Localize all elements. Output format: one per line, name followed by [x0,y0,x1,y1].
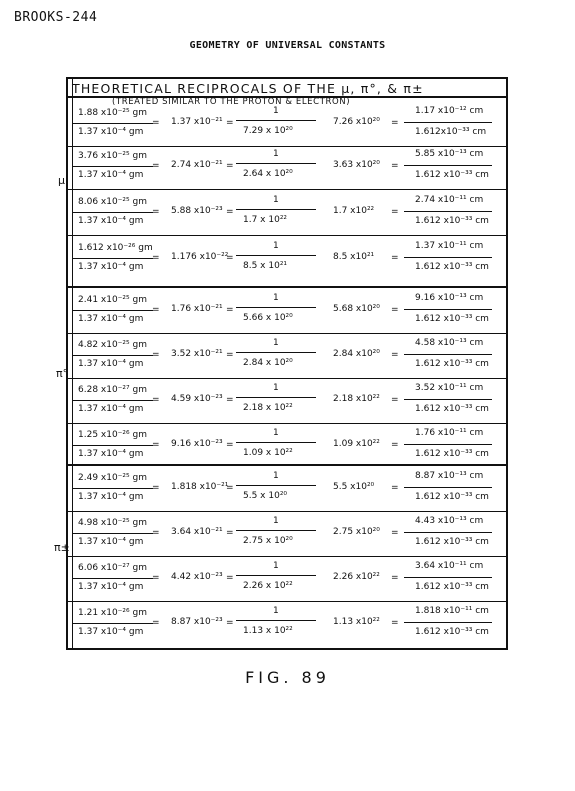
fraction-bar [404,622,492,623]
table-row [68,512,510,558]
table-row [68,145,510,191]
table-row [68,237,510,283]
reciprocal-denominator: 5.5 x 10²⁰ [243,491,288,501]
length-numerator: 4.58 x10⁻¹³ cm [415,338,484,348]
fraction-bar [236,307,316,308]
fraction-bar [236,530,316,531]
length-numerator: 1.17 x10⁻¹² cm [415,106,484,116]
ratio-value: 3.64 x10⁻²¹ [171,527,223,537]
reciprocal-numerator: 1 [273,471,279,481]
table-row [68,379,510,425]
mass-numerator: 2.41 x10⁻²⁵ gm [78,295,147,305]
mass-denominator: 1.37 x10⁻⁴ gm [78,582,144,592]
mass-denominator: 1.37 x10⁻⁴ gm [78,537,144,547]
ratio-value: 5.88 x10⁻²³ [171,206,223,216]
length-numerator: 3.52 x10⁻¹¹ cm [415,383,484,393]
equals-sign: = [391,440,399,450]
reciprocal-value: 1.13 x10²² [333,617,380,627]
table-subtitle: (TREATED SIMILAR TO THE PROTON & ELECTRON) [112,97,351,107]
ratio-value: 1.37 x10⁻²¹ [171,117,223,127]
ratio-value: 1.818 x10⁻²¹ [171,482,229,492]
length-denominator: 1.612 x10⁻³³ cm [415,404,489,414]
fraction-bar [73,578,153,579]
fraction-bar [404,532,492,533]
fraction-bar [236,620,316,621]
ratio-value: 1.176 x10⁻²² [171,252,229,262]
equals-sign: = [152,161,160,171]
reciprocal-denominator: 1.7 x 10²² [243,215,288,225]
reciprocal-numerator: 1 [273,106,279,116]
mass-denominator: 1.37 x10⁻⁴ gm [78,627,144,637]
mass-denominator: 1.37 x10⁻⁴ gm [78,127,144,137]
equals-sign: = [226,350,234,360]
group-symbol-pi-zero: π° [56,367,69,380]
mass-numerator: 4.82 x10⁻²⁵ gm [78,340,147,350]
equals-sign: = [226,118,234,128]
page-header: GEOMETRY OF UNIVERSAL CONSTANTS [189,40,386,51]
reciprocal-numerator: 1 [273,338,279,348]
fraction-bar [73,623,153,624]
ratio-value: 4.42 x10⁻²³ [171,572,223,582]
fraction-bar [73,533,153,534]
mass-denominator: 1.37 x10⁻⁴ gm [78,449,144,459]
ratio-value: 3.52 x10⁻²¹ [171,349,223,359]
reciprocal-value: 1.09 x10²² [333,439,380,449]
ratio-value: 8.87 x10⁻²³ [171,617,223,627]
fraction-bar [404,487,492,488]
reciprocal-denominator: 8.5 x 10²¹ [243,261,288,271]
reciprocal-numerator: 1 [273,149,279,159]
fraction-bar [73,355,153,356]
fraction-bar [404,122,492,123]
table-row [68,557,510,603]
equals-sign: = [391,528,399,538]
fraction-bar [404,399,492,400]
mass-denominator: 1.37 x10⁻⁴ gm [78,404,144,414]
reciprocal-value: 7.26 x10²⁰ [333,117,380,127]
equals-sign: = [152,440,160,450]
reciprocal-numerator: 1 [273,606,279,616]
group-divider [68,286,506,288]
length-denominator: 1.612 x10⁻³³ cm [415,170,489,180]
mass-numerator: 1.21 x10⁻²⁶ gm [78,608,147,618]
mass-numerator: 4.98 x10⁻²⁵ gm [78,518,147,528]
ratio-value: 4.59 x10⁻²³ [171,394,223,404]
equals-sign: = [391,207,399,217]
fraction-bar [73,310,153,311]
mass-numerator: 6.06 x10⁻²⁷ gm [78,563,147,573]
equals-sign: = [226,161,234,171]
length-numerator: 1.76 x10⁻¹¹ cm [415,428,484,438]
reciprocal-numerator: 1 [273,561,279,571]
reciprocal-numerator: 1 [273,195,279,205]
equals-sign: = [391,395,399,405]
fraction-bar [73,445,153,446]
equals-sign: = [226,528,234,538]
fraction-bar [236,163,316,164]
fraction-bar [236,120,316,121]
length-denominator: 1.612x10⁻³³ cm [415,127,487,137]
equals-sign: = [226,305,234,315]
length-numerator: 8.87 x10⁻¹³ cm [415,471,484,481]
table-row [68,467,510,513]
mass-denominator: 1.37 x10⁻⁴ gm [78,314,144,324]
equals-sign: = [152,253,160,263]
table-title: THEORETICAL RECIPROCALS OF THE μ, π°, & π± [72,81,424,96]
mass-denominator: 1.37 x10⁻⁴ gm [78,492,144,502]
equals-sign: = [226,618,234,628]
row-divider [68,189,506,190]
reciprocal-numerator: 1 [273,383,279,393]
fraction-bar [404,165,492,166]
fraction-bar [73,212,153,213]
reciprocal-denominator: 2.64 x 10²⁰ [243,169,293,179]
row-divider [68,235,506,236]
fraction-bar [73,258,153,259]
equals-sign: = [391,618,399,628]
table-row [68,102,510,148]
equals-sign: = [226,395,234,405]
fraction-bar [236,442,316,443]
fraction-bar [404,577,492,578]
length-denominator: 1.612 x10⁻³³ cm [415,449,489,459]
fraction-bar [404,354,492,355]
length-denominator: 1.612 x10⁻³³ cm [415,537,489,547]
length-denominator: 1.612 x10⁻³³ cm [415,216,489,226]
reciprocal-value: 5.68 x10²⁰ [333,304,380,314]
reciprocal-value: 3.63 x10²⁰ [333,160,380,170]
reciprocal-denominator: 2.18 x 10²² [243,403,293,413]
reciprocal-denominator: 5.66 x 10²⁰ [243,313,293,323]
reciprocal-numerator: 1 [273,516,279,526]
length-numerator: 2.74 x10⁻¹¹ cm [415,195,484,205]
fraction-bar [236,397,316,398]
equals-sign: = [152,207,160,217]
figure-label: FIG. 89 [245,668,330,687]
fraction-bar [404,211,492,212]
fraction-bar [236,352,316,353]
fraction-bar [73,488,153,489]
reciprocal-denominator: 1.09 x 10²² [243,448,293,458]
length-denominator: 1.612 x10⁻³³ cm [415,359,489,369]
length-denominator: 1.612 x10⁻³³ cm [415,492,489,502]
reciprocal-value: 2.26 x10²² [333,572,380,582]
equals-sign: = [226,483,234,493]
group-symbol-mu: μ [58,174,65,187]
fraction-bar [404,309,492,310]
fraction-bar [236,255,316,256]
reciprocal-denominator: 2.75 x 10²⁰ [243,536,293,546]
mass-numerator: 3.76 x10⁻²⁵ gm [78,151,147,161]
equals-sign: = [391,305,399,315]
mass-denominator: 1.37 x10⁻⁴ gm [78,359,144,369]
reciprocal-value: 5.5 x10²⁰ [333,482,375,492]
equals-sign: = [226,440,234,450]
reciprocal-value: 8.5 x10²¹ [333,252,375,262]
reciprocal-value: 2.75 x10²⁰ [333,527,380,537]
mass-denominator: 1.37 x10⁻⁴ gm [78,170,144,180]
length-numerator: 4.43 x10⁻¹³ cm [415,516,484,526]
table-row [68,289,510,335]
reciprocal-numerator: 1 [273,428,279,438]
ratio-value: 9.16 x10⁻²³ [171,439,223,449]
length-numerator: 9.16 x10⁻¹³ cm [415,293,484,303]
mass-numerator: 8.06 x10⁻²⁵ gm [78,197,147,207]
fraction-bar [236,485,316,486]
title-divider [68,96,506,98]
mass-denominator: 1.37 x10⁻⁴ gm [78,262,144,272]
mass-numerator: 1.88 x10⁻²⁵ gm [78,108,147,118]
equals-sign: = [152,350,160,360]
reciprocal-numerator: 1 [273,293,279,303]
length-numerator: 1.37 x10⁻¹¹ cm [415,241,484,251]
mass-numerator: 2.49 x10⁻²⁵ gm [78,473,147,483]
fraction-bar [73,400,153,401]
length-numerator: 1.818 x10⁻¹¹ cm [415,606,489,616]
fraction-bar [73,166,153,167]
equals-sign: = [391,118,399,128]
length-denominator: 1.612 x10⁻³³ cm [415,314,489,324]
equals-sign: = [152,395,160,405]
mass-numerator: 1.25 x10⁻²⁶ gm [78,430,147,440]
table-row [68,334,510,380]
fraction-bar [236,575,316,576]
fraction-bar [73,123,153,124]
equals-sign: = [391,573,399,583]
reciprocal-value: 1.7 x10²² [333,206,375,216]
length-numerator: 3.64 x10⁻¹¹ cm [415,561,484,571]
equals-sign: = [226,573,234,583]
ratio-value: 1.76 x10⁻²¹ [171,304,223,314]
reciprocal-value: 2.18 x10²² [333,394,380,404]
equals-sign: = [152,618,160,628]
equals-sign: = [152,483,160,493]
length-denominator: 1.612 x10⁻³³ cm [415,582,489,592]
length-denominator: 1.612 x10⁻³³ cm [415,262,489,272]
mass-numerator: 1.612 x10⁻²⁶ gm [78,243,153,253]
equals-sign: = [152,573,160,583]
reciprocal-denominator: 7.29 x 10²⁰ [243,126,293,136]
ratio-value: 2.74 x10⁻²¹ [171,160,223,170]
reciprocal-denominator: 1.13 x 10²² [243,626,293,636]
equals-sign: = [391,161,399,171]
fraction-bar [404,257,492,258]
equals-sign: = [391,350,399,360]
reciprocal-denominator: 2.26 x 10²² [243,581,293,591]
equals-sign: = [152,305,160,315]
fraction-bar [236,209,316,210]
document-id-label: BROOKS-244 [14,10,98,25]
length-denominator: 1.612 x10⁻³³ cm [415,627,489,637]
mass-denominator: 1.37 x10⁻⁴ gm [78,216,144,226]
table-row [68,602,510,648]
length-numerator: 5.85 x10⁻¹³ cm [415,149,484,159]
equals-sign: = [226,253,234,263]
equals-sign: = [226,207,234,217]
reciprocal-denominator: 2.84 x 10²⁰ [243,358,293,368]
fraction-bar [404,444,492,445]
mass-numerator: 6.28 x10⁻²⁷ gm [78,385,147,395]
group-symbol-pi-charged: π± [54,541,70,554]
table-row [68,424,510,470]
equals-sign: = [152,528,160,538]
reciprocal-value: 2.84 x10²⁰ [333,349,380,359]
reciprocal-numerator: 1 [273,241,279,251]
table-row [68,191,510,237]
reciprocals-table [54,77,508,650]
equals-sign: = [391,483,399,493]
equals-sign: = [152,118,160,128]
equals-sign: = [391,253,399,263]
